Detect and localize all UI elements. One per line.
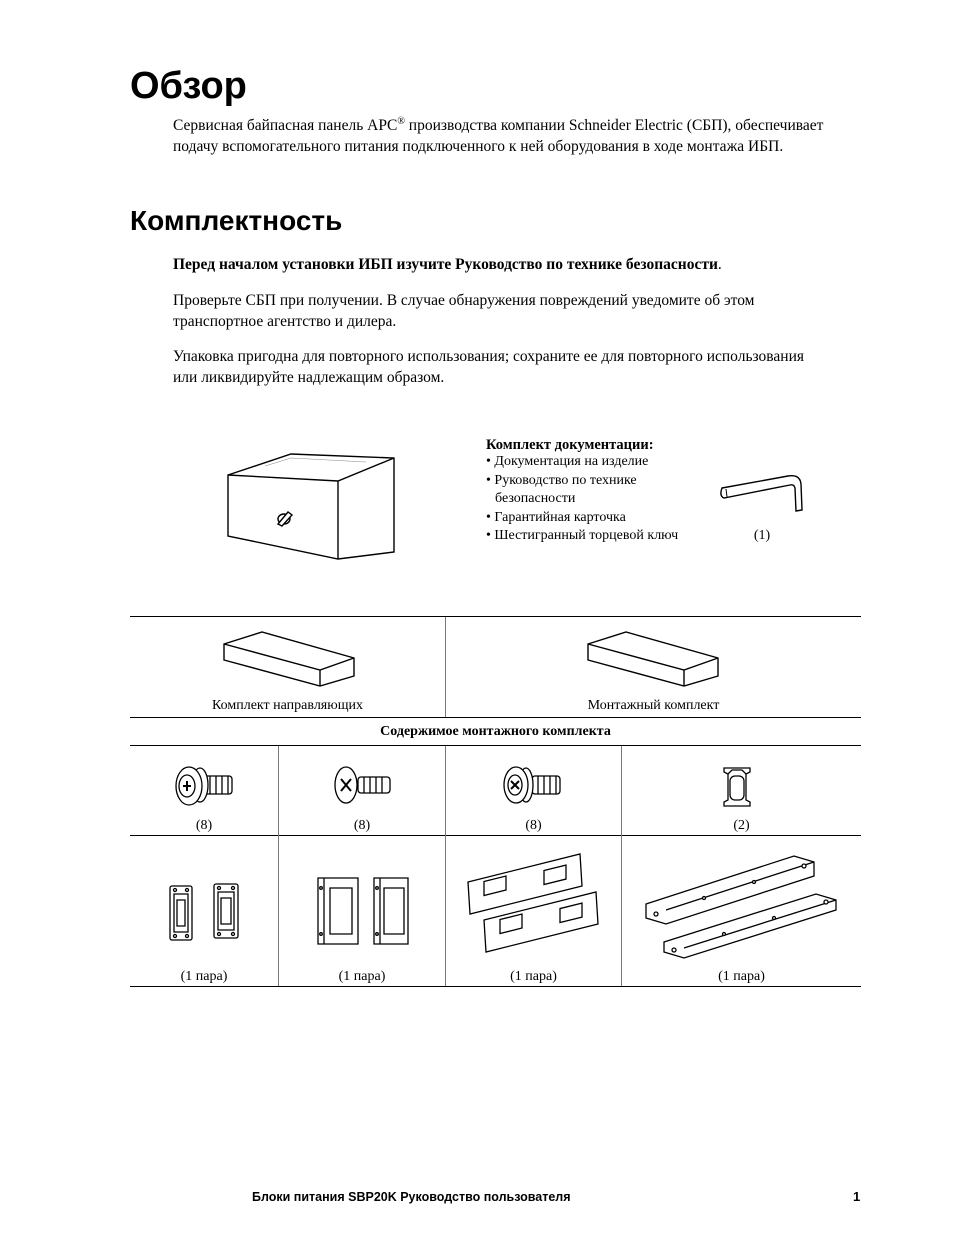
table-bottom-border (130, 986, 861, 987)
small-bracket-icon (166, 882, 244, 944)
safety-note-period: . (717, 256, 722, 273)
qty-label: (2) (733, 818, 750, 833)
page-number: 1 (853, 1189, 861, 1204)
table-cell-divider (278, 746, 279, 986)
rail-kit-icon (222, 630, 356, 688)
list-item: • Шестигранный торцевой ключ (486, 528, 679, 543)
list-item: • Документация на изделие (486, 454, 649, 469)
qty-label: (8) (195, 818, 213, 833)
qty-label: (8) (525, 818, 542, 833)
angle-rail-icon (644, 852, 840, 958)
docs-kit-list (486, 453, 686, 546)
docs-kit-title: Комплект документации: (486, 437, 654, 453)
table-divider (130, 717, 861, 718)
qty-label: (1 пара) (718, 969, 765, 984)
safety-note-text: Перед началом установки ИБП изучите Руководство по технике безопасности (173, 256, 718, 273)
qty-label: (1 пара) (338, 969, 386, 984)
cage-nut-icon (720, 766, 756, 808)
table-top-border (130, 616, 861, 617)
screw-washer-small-icon (502, 764, 564, 808)
table-divider (130, 835, 861, 836)
inspect-paragraph: Проверьте СБП при получении. В случае обнаружения повреждений уведомите об этом транспортное агентство и дилера. (173, 292, 755, 330)
qty-label: (1 пара) (510, 969, 557, 984)
qty-label: (1 пара) (180, 969, 228, 984)
screw-washer-icon (174, 764, 236, 808)
rail-kit-label: Комплект направляющих (212, 698, 363, 713)
registered-mark: ® (397, 115, 405, 127)
mounting-kit-label: Монтажный комплект (587, 698, 720, 713)
plate-bracket-icon (466, 852, 600, 954)
qty-label: (8) (353, 818, 371, 833)
safety-note (173, 254, 722, 275)
table-cell-divider (445, 746, 446, 986)
overview-text-start: Сервисная байпасная панель APC (173, 117, 398, 134)
table-cell-divider (621, 746, 622, 986)
section-title-contents: Комплектность (130, 205, 343, 236)
hex-key-qty: (1) (753, 528, 771, 543)
mounting-contents-header: Содержимое монтажного комплекта (380, 724, 611, 739)
footer-title: Блоки питания SBP20K Руководство пользователя (252, 1190, 571, 1204)
frame-bracket-icon (314, 874, 412, 948)
hex-key-icon (718, 470, 806, 514)
list-item: • Руководство по технике безопасности (486, 472, 637, 506)
overview-text-end: производства компании Schneider Electric (СБП), обеспечивает подачу вспомогательного питания подключенного к ней оборудования в ходе монтажа ИБП. (173, 117, 824, 155)
mounting-kit-icon (586, 630, 720, 688)
page-title-overview: Обзор (130, 65, 247, 107)
overview-paragraph (173, 115, 853, 157)
packaging-paragraph: Упаковка пригодна для повторного использования; сохраните ее для повторного использования или ликвидируйте надлежащим образом. (173, 348, 805, 386)
flat-screw-icon (332, 764, 394, 808)
table-divider (130, 745, 861, 746)
bypass-panel-box-icon (226, 452, 396, 562)
list-item: • Гарантийная карточка (486, 509, 626, 525)
docs-kit (486, 438, 686, 546)
